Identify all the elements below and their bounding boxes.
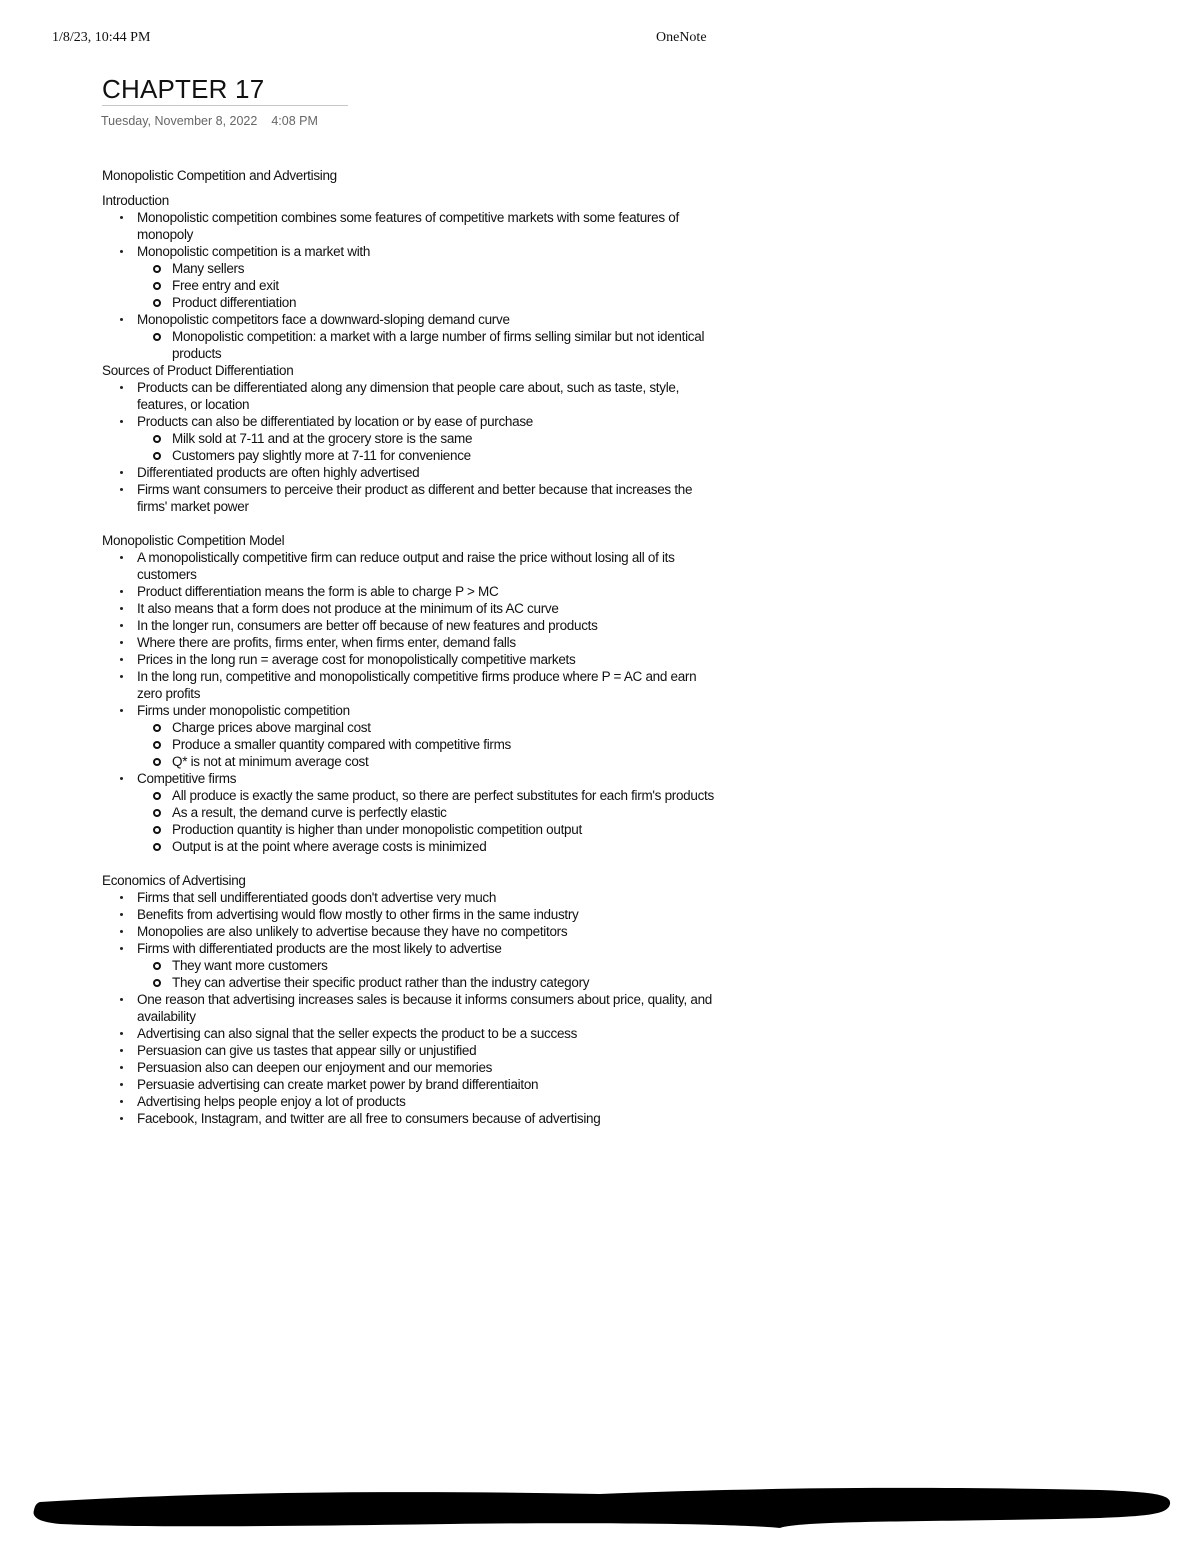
list-item bbox=[102, 600, 722, 617]
list-item bbox=[102, 379, 722, 413]
list-item-text: Firms want consumers to perceive their product as different and better because that increases the firms' market power bbox=[137, 482, 693, 514]
sub-bullet-list bbox=[137, 957, 722, 991]
page-time: 4:08 PM bbox=[271, 114, 318, 128]
list-item bbox=[102, 1076, 722, 1093]
list-item-text: All produce is exactly the same product, so there are perfect substitutes for each firm's products bbox=[172, 788, 714, 803]
list-item bbox=[102, 583, 722, 600]
page-title: CHAPTER 17 bbox=[102, 74, 265, 104]
sub-list-item bbox=[137, 277, 722, 294]
list-item-text: As a result, the demand curve is perfectly elastic bbox=[172, 805, 447, 820]
sub-bullet-list bbox=[137, 719, 722, 770]
list-item-text: Facebook, Instagram, and twitter are all free to consumers because of advertising bbox=[137, 1111, 601, 1126]
list-item-text: Firms under monopolistic competition bbox=[137, 703, 350, 718]
list-item-text: Prices in the long run = average cost for monopolistically competitive markets bbox=[137, 652, 576, 667]
sub-list-item bbox=[137, 260, 722, 277]
list-item bbox=[102, 1042, 722, 1059]
page-title-container bbox=[102, 74, 348, 106]
sub-list-item bbox=[137, 719, 722, 736]
sub-list-item bbox=[137, 736, 722, 753]
page-timestamp bbox=[101, 114, 318, 128]
sub-list-item bbox=[137, 787, 722, 804]
list-item-text: Free entry and exit bbox=[172, 278, 279, 293]
sub-list-item bbox=[137, 753, 722, 770]
list-item-text: Where there are profits, firms enter, when firms enter, demand falls bbox=[137, 635, 516, 650]
list-item-text: Charge prices above marginal cost bbox=[172, 720, 371, 735]
section-title-advertising: Economics of Advertising bbox=[102, 873, 246, 888]
list-item-text: Persuasie advertising can create market power by brand differentiaiton bbox=[137, 1077, 539, 1092]
list-item bbox=[102, 668, 722, 702]
list-item-text: Monopolistic competition: a market with a large number of firms selling similar but not identical products bbox=[172, 329, 705, 361]
list-item bbox=[102, 464, 722, 481]
list-item bbox=[102, 770, 722, 855]
list-item-text: Product differentiation bbox=[172, 295, 297, 310]
note-body bbox=[102, 167, 722, 1127]
list-item bbox=[102, 923, 722, 940]
list-item-text: Production quantity is higher than under monopolistic competition output bbox=[172, 822, 582, 837]
list-item-text: Customers pay slightly more at 7-11 for convenience bbox=[172, 448, 471, 463]
redaction-stroke bbox=[34, 1488, 1171, 1528]
sub-bullet-list bbox=[137, 787, 722, 855]
list-item-text: It also means that a form does not produce at the minimum of its AC curve bbox=[137, 601, 559, 616]
sub-list-item bbox=[137, 328, 722, 362]
list-item-text: Produce a smaller quantity compared with competitive firms bbox=[172, 737, 511, 752]
list-item-text: Firms with differentiated products are the most likely to advertise bbox=[137, 941, 502, 956]
list-item bbox=[102, 209, 722, 243]
list-item-text: Advertising can also signal that the seller expects the product to be a success bbox=[137, 1026, 578, 1041]
list-item bbox=[102, 889, 722, 906]
list-item-text: Competitive firms bbox=[137, 771, 237, 786]
list-item-text: Output is at the point where average costs is minimized bbox=[172, 839, 487, 854]
sub-list-item bbox=[137, 838, 722, 855]
print-datetime: 1/8/23, 10:44 PM bbox=[52, 30, 151, 45]
list-item-text: Advertising helps people enjoy a lot of products bbox=[137, 1094, 406, 1109]
print-app-name: OneNote bbox=[656, 30, 707, 45]
list-item-text: One reason that advertising increases sales is because it informs consumers about price, quality, and availability bbox=[137, 992, 713, 1024]
redaction-bar bbox=[0, 1478, 1200, 1538]
section-title-sources: Sources of Product Differentiation bbox=[102, 363, 294, 378]
list-item bbox=[102, 906, 722, 923]
section-title-model: Monopolistic Competition Model bbox=[102, 533, 285, 548]
list-item bbox=[102, 991, 722, 1025]
list-item-text: Monopolistic competition is a market with bbox=[137, 244, 371, 259]
list-item-text: Monopolistic competitors face a downward-sloping demand curve bbox=[137, 312, 510, 327]
sub-list-item bbox=[137, 974, 722, 991]
list-item-text: Persuasion can give us tastes that appear silly or unjustified bbox=[137, 1043, 477, 1058]
note-heading: Monopolistic Competition and Advertising bbox=[102, 168, 337, 183]
list-item-text: Differentiated products are often highly advertised bbox=[137, 465, 420, 480]
bullet-list bbox=[102, 549, 722, 855]
list-item-text: In the long run, competitive and monopolistically competitive firms produce where P = AC and earn zero profits bbox=[137, 669, 697, 701]
list-item bbox=[102, 311, 722, 362]
list-item-text: In the longer run, consumers are better off because of new features and products bbox=[137, 618, 598, 633]
sub-list-item bbox=[137, 447, 722, 464]
list-item-text: They want more customers bbox=[172, 958, 328, 973]
list-item bbox=[102, 651, 722, 668]
sub-list-item bbox=[137, 957, 722, 974]
list-item-text: Monopolies are also unlikely to advertise because they have no competitors bbox=[137, 924, 568, 939]
list-item bbox=[102, 1093, 722, 1110]
list-item bbox=[102, 1059, 722, 1076]
list-item bbox=[102, 702, 722, 770]
bullet-list bbox=[102, 889, 722, 1127]
list-item bbox=[102, 940, 722, 991]
sub-bullet-list bbox=[137, 260, 722, 311]
list-item-text: A monopolistically competitive firm can reduce output and raise the price without losing all of its customers bbox=[137, 550, 675, 582]
sub-list-item bbox=[137, 430, 722, 447]
bullet-list bbox=[102, 209, 722, 362]
list-item-text: Persuasion also can deepen our enjoyment and our memories bbox=[137, 1060, 493, 1075]
spacer bbox=[102, 184, 722, 192]
list-item bbox=[102, 617, 722, 634]
list-item-text: Benefits from advertising would flow mostly to other firms in the same industry bbox=[137, 907, 579, 922]
list-item bbox=[102, 481, 722, 515]
print-header bbox=[0, 30, 1200, 50]
list-item bbox=[102, 243, 722, 311]
sub-bullet-list bbox=[137, 328, 722, 362]
list-item bbox=[102, 549, 722, 583]
sub-list-item bbox=[137, 821, 722, 838]
list-item-text: Q* is not at minimum average cost bbox=[172, 754, 369, 769]
list-item bbox=[102, 634, 722, 651]
list-item-text: Products can be differentiated along any dimension that people care about, such as taste, style, features, or location bbox=[137, 380, 680, 412]
list-item-text: Firms that sell undifferentiated goods don't advertise very much bbox=[137, 890, 497, 905]
page-date: Tuesday, November 8, 2022 bbox=[101, 114, 258, 128]
list-item-text: Products can also be differentiated by location or by ease of purchase bbox=[137, 414, 534, 429]
list-item bbox=[102, 1110, 722, 1127]
list-item-text: Many sellers bbox=[172, 261, 245, 276]
section-title-introduction: Introduction bbox=[102, 193, 169, 208]
list-item-text: They can advertise their specific product rather than the industry category bbox=[172, 975, 590, 990]
list-item bbox=[102, 413, 722, 464]
list-item-text: Milk sold at 7-11 and at the grocery store is the same bbox=[172, 431, 473, 446]
spacer bbox=[102, 515, 722, 532]
spacer bbox=[102, 855, 722, 872]
bullet-list bbox=[102, 379, 722, 515]
sub-list-item bbox=[137, 294, 722, 311]
list-item-text: Product differentiation means the form is able to charge P > MC bbox=[137, 584, 499, 599]
sub-bullet-list bbox=[137, 430, 722, 464]
list-item-text: Monopolistic competition combines some features of competitive markets with some features of monopoly bbox=[137, 210, 679, 242]
sub-list-item bbox=[137, 804, 722, 821]
list-item bbox=[102, 1025, 722, 1042]
